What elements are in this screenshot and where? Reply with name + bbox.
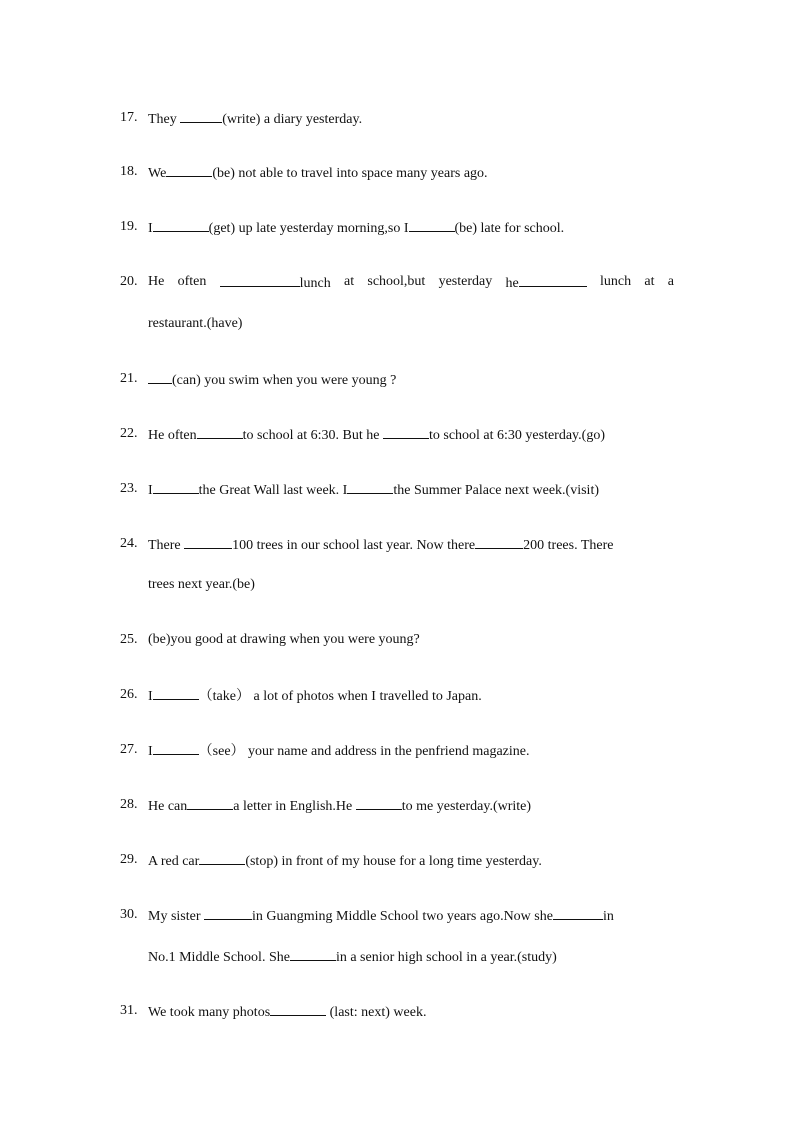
question-text: in Guangming Middle School two years ago.Now she xyxy=(252,909,553,924)
answer-blank[interactable] xyxy=(204,906,252,920)
question-text: No.1 Middle School. She xyxy=(148,950,290,965)
answer-blank[interactable] xyxy=(153,480,199,494)
question-word: He xyxy=(148,274,165,289)
question-text: （see） your name and address in the penfriend magazine. xyxy=(198,744,530,759)
question-text: restaurant.(have) xyxy=(148,316,243,331)
answer-blank[interactable] xyxy=(270,1002,326,1016)
answer-blank[interactable] xyxy=(220,273,300,287)
question-text: to school at 6:30. But he xyxy=(242,428,383,443)
question-text: They xyxy=(148,112,181,127)
question-text: My sister xyxy=(148,909,204,924)
question-number: 25. xyxy=(120,632,138,647)
question-number: 26. xyxy=(120,687,138,702)
question-number: 20. xyxy=(120,274,138,289)
answer-blank[interactable] xyxy=(166,163,212,177)
answer-blank[interactable] xyxy=(180,109,222,123)
answer-blank[interactable] xyxy=(519,273,587,287)
answer-blank[interactable] xyxy=(290,947,336,961)
question-number: 29. xyxy=(120,852,138,867)
question-word: he xyxy=(505,276,519,291)
question-word: lunch xyxy=(600,274,632,289)
question-text: (last: next) week. xyxy=(326,1005,427,1020)
question-text: trees next year.(be) xyxy=(148,577,255,592)
question-number: 18. xyxy=(120,164,138,179)
question-word: often xyxy=(177,274,207,289)
question-text: We took many photos xyxy=(148,1005,271,1020)
question-text: （take） a lot of photos when I travelled to Japan. xyxy=(198,689,482,704)
question-text: to me yesterday.(write) xyxy=(401,799,532,814)
answer-blank[interactable] xyxy=(553,906,603,920)
question-number: 19. xyxy=(120,219,138,234)
question-text: a letter in English.He xyxy=(233,799,356,814)
question-text: I xyxy=(148,483,153,498)
answer-blank[interactable] xyxy=(475,535,523,549)
answer-blank[interactable] xyxy=(148,370,172,384)
answer-blank[interactable] xyxy=(199,851,245,865)
answer-blank[interactable] xyxy=(153,218,209,232)
question-word: lunch xyxy=(299,276,331,291)
question-number: 28. xyxy=(120,797,138,812)
question-text: He can xyxy=(148,799,188,814)
question-text: A red car xyxy=(148,854,200,869)
question-number: 22. xyxy=(120,426,138,441)
question-text: He often xyxy=(148,428,197,443)
question-number: 21. xyxy=(120,371,138,386)
answer-blank[interactable] xyxy=(184,535,232,549)
question-text: We xyxy=(148,166,167,181)
question-number: 23. xyxy=(120,481,138,496)
question-text: (be) not able to travel into space many years ago. xyxy=(212,166,488,181)
question-text: I xyxy=(148,221,153,236)
question-text: in xyxy=(602,909,614,924)
question-number: 27. xyxy=(120,742,138,757)
question-text: (be)you good at drawing when you were young? xyxy=(148,632,420,647)
answer-blank[interactable] xyxy=(383,425,429,439)
question-number: 30. xyxy=(120,907,138,922)
question-word: yesterday xyxy=(438,274,493,289)
answer-blank[interactable] xyxy=(409,218,455,232)
question-text: (can) you swim when you were young ? xyxy=(172,373,397,388)
question-text: (get) up late yesterday morning,so I xyxy=(208,221,409,236)
question-text: (write) a diary yesterday. xyxy=(222,112,363,127)
answer-blank[interactable] xyxy=(347,480,393,494)
question-text: the Summer Palace next week.(visit) xyxy=(393,483,600,498)
question-word: a xyxy=(667,274,674,289)
answer-blank[interactable] xyxy=(197,425,243,439)
question-text: (be) late for school. xyxy=(454,221,565,236)
question-text: the Great Wall last week. I xyxy=(198,483,348,498)
question-text: (stop) in front of my house for a long time yesterday. xyxy=(245,854,542,869)
question-word: school,but xyxy=(367,274,426,289)
answer-blank[interactable] xyxy=(153,741,199,755)
question-word: at xyxy=(344,274,355,289)
question-text: 100 trees in our school last year. Now there xyxy=(232,538,476,553)
answer-blank[interactable] xyxy=(187,796,233,810)
question-number: 17. xyxy=(120,110,138,125)
question-text: in a senior high school in a year.(study) xyxy=(335,950,557,965)
question-text: There xyxy=(148,538,185,553)
question-text: I xyxy=(148,689,153,704)
answer-blank[interactable] xyxy=(153,686,199,700)
question-word: at xyxy=(644,274,655,289)
question-text: 200 trees. There xyxy=(523,538,614,553)
question-text: I xyxy=(148,744,153,759)
question-number: 24. xyxy=(120,536,138,551)
answer-blank[interactable] xyxy=(356,796,402,810)
question-number: 31. xyxy=(120,1003,138,1018)
question-text: to school at 6:30 yesterday.(go) xyxy=(428,428,605,443)
